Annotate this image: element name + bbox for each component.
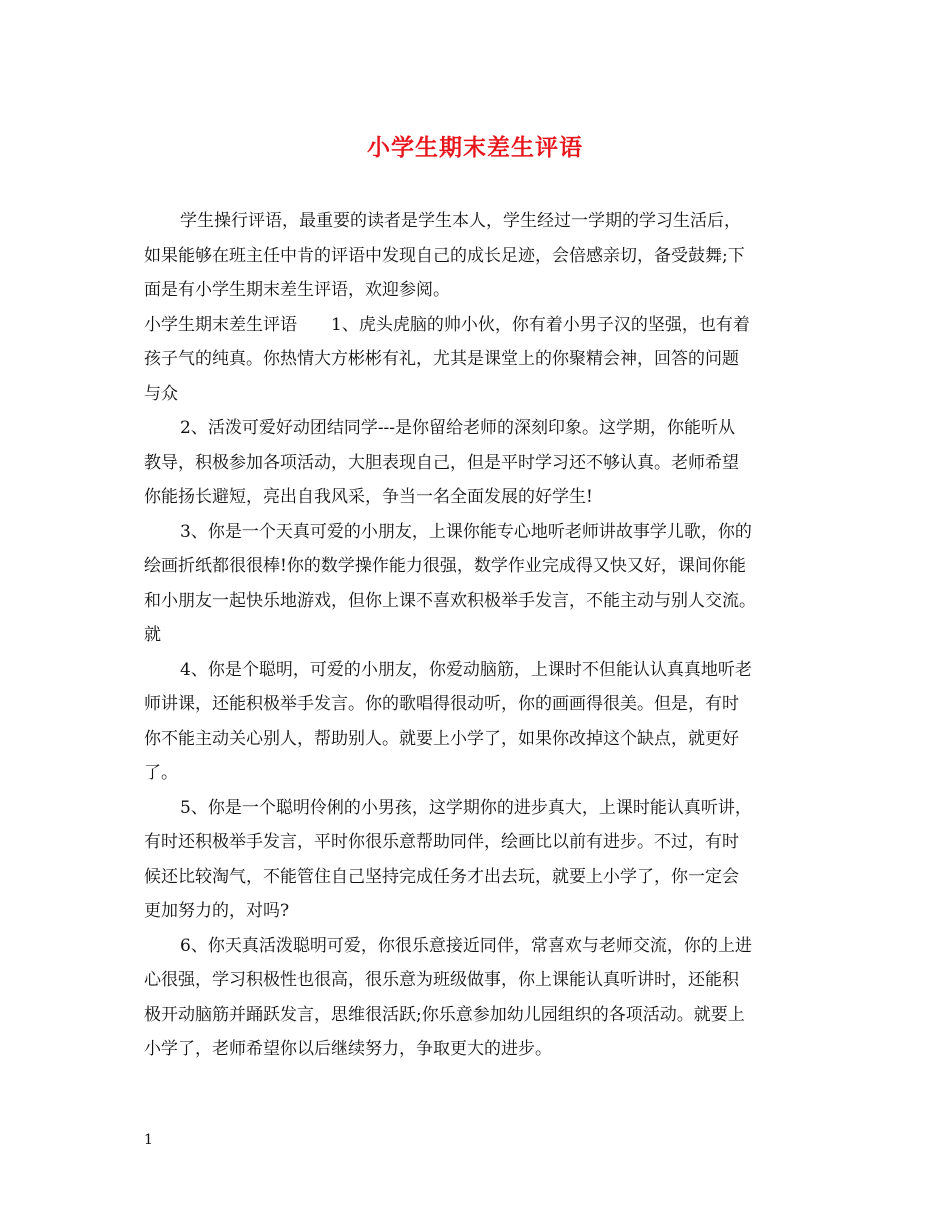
text-line: 更加努力的，对吗? <box>144 901 290 921</box>
text-line: 孩子气的纯真。你热情大方彬彬有礼，尤其是课堂上的你聚精会神，回答的问题 <box>144 349 739 369</box>
text-line: 教导，积极参加各项活动，大胆表现自己，但是平时学习还不够认真。老师希望 <box>144 452 739 473</box>
text-line: 如果能够在班主任中肯的评语中发现自己的成长足迹，会倍感亲切，备受鼓舞;下 <box>144 245 745 266</box>
page-title: 小学生期末差生评语 <box>367 134 583 161</box>
text-line: 你不能主动关心别人，帮助别人。就要上小学了，如果你改掉这个缺点，就更好 <box>144 728 739 749</box>
text-line: 和小朋友一起快乐地游戏，但你上课不喜欢积极举手发言，不能主动与别人交流。 <box>144 590 756 611</box>
text-line: 小学了，老师希望你以后继续努力，争取更大的进步。 <box>144 1039 552 1059</box>
page-number: 1 <box>144 1132 153 1148</box>
text-line: 学生操行评语，最重要的读者是学生本人，学生经过一学期的学习生活后， <box>180 211 741 231</box>
text-line: 你能扬长避短，亮出自我风采，争当一名全面发展的好学生! <box>144 487 593 507</box>
text-line: 就 <box>144 625 161 645</box>
text-line: 2、活泼可爱好动团结同学---是你留给老师的深刻印象。这学期，你能听从 <box>180 418 736 438</box>
text-line: 心很强，学习积极性也很高，很乐意为班级做事，你上课能认真听讲时，还能积 <box>144 970 739 990</box>
text-line: 候还比较淘气，不能管住自己坚持完成任务才出去玩，就要上小学了，你一定会 <box>144 866 739 887</box>
text-line: 4、你是个聪明，可爱的小朋友，你爱动脑筋，上课时不但能认认真真地听老 <box>180 659 752 680</box>
text-line: 6、你天真活泼聪明可爱，你很乐意接近同伴，常喜欢与老师交流，你的上进 <box>180 935 752 956</box>
text-line: 面是有小学生期末差生评语，欢迎参阅。 <box>144 280 450 300</box>
body-text <box>144 204 812 1067</box>
text-line: 5、你是一个聪明伶俐的小男孩，这学期你的进步真大，上课时能认真听讲， <box>180 797 752 818</box>
text-line: 与众 <box>144 383 178 404</box>
text-line: 师讲课，还能积极举手发言。你的歌唱得很动听，你的画画得很美。但是，有时 <box>144 694 739 714</box>
text-line: 3、你是一个天真可爱的小朋友，上课你能专心地听老师讲故事学儿歌，你的 <box>180 521 752 542</box>
text-line: 有时还积极举手发言，平时你很乐意帮助同伴，绘画比以前有进步。不过，有时 <box>144 832 739 852</box>
text-line: 极开动脑筋并踊跃发言，思维很活跃;你乐意参加幼儿园组织的各项活动。就要上 <box>144 1004 745 1025</box>
text-line: 了。 <box>144 763 178 783</box>
text-line: 绘画折纸都很很棒!你的数学操作能力很强，数学作业完成得又快又好，课间你能 <box>144 556 746 576</box>
text-line: 小学生期末差生评语 1、虎头虎脑的帅小伙，你有着小男子汉的坚强，也有着 <box>144 314 750 335</box>
